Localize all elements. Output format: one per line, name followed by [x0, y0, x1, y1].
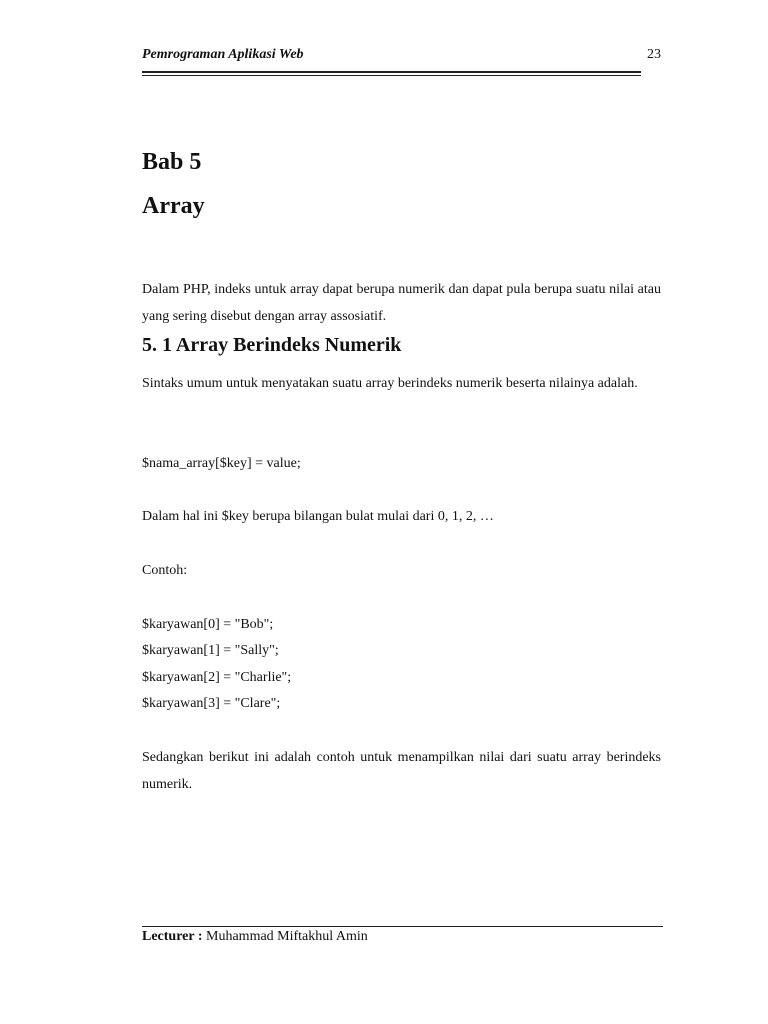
syntax-intro-paragraph: Sintaks umum untuk menyatakan suatu array berindeks numerik beserta nilainya adalah.	[142, 376, 638, 391]
running-header-title: Pemrograman Aplikasi Web	[142, 47, 304, 62]
closing-paragraph: Sedangkan berikut ini adalah contoh untuk menampilkan nilai dari suatu array berindeks numerik.	[142, 750, 661, 792]
chapter-label: Bab 5	[142, 149, 202, 175]
header-rule-thin	[142, 75, 641, 76]
section-heading: 5. 1 Array Berindeks Numerik	[142, 334, 402, 356]
code-line: $karyawan[0] = "Bob";	[142, 617, 274, 632]
footer-label: Lecturer :	[142, 929, 203, 944]
chapter-title: Array	[142, 193, 205, 219]
footer-rule	[142, 926, 663, 927]
page-number: 23	[647, 47, 661, 62]
example-label: Contoh:	[142, 563, 188, 578]
key-note: Dalam hal ini $key berupa bilangan bulat mulai dari 0, 1, 2, …	[142, 509, 494, 524]
header-rule-thick	[142, 71, 641, 73]
intro-paragraph: Dalam PHP, indeks untuk array dapat berupa numerik dan dapat pula berupa suatu nilai atau yang sering disebut dengan array assosiatif.	[142, 282, 661, 324]
footer-lecturer-name: Muhammad Miftakhul Amin	[202, 929, 368, 944]
syntax-line: $nama_array[$key] = value;	[142, 456, 301, 471]
footer	[142, 929, 368, 945]
code-line: $karyawan[1] = "Sally";	[142, 643, 279, 658]
code-line: $karyawan[2] = "Charlie";	[142, 670, 292, 685]
code-line: $karyawan[3] = "Clare";	[142, 696, 281, 711]
